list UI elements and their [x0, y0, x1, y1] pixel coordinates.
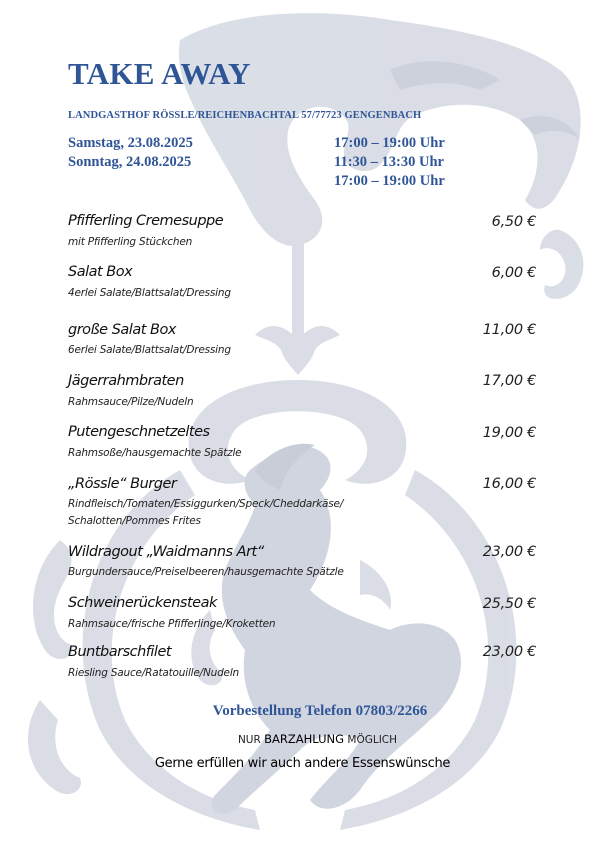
- dish-name: große Salat Box: [68, 322, 176, 338]
- pickup-time: 17:00 – 19:00 Uhr: [334, 135, 445, 151]
- dish-price: 25,50 €: [482, 596, 536, 612]
- dish-description: Rindfleisch/Tomaten/Essiggurken/Speck/Cheddarkäse/: [68, 498, 344, 510]
- dish-description: Schalotten/Pommes Frites: [68, 515, 201, 527]
- payment-suffix: MÖGLICH: [347, 734, 398, 746]
- dish-description: Rahmsauce/Pilze/Nudeln: [68, 396, 194, 408]
- page-title: TAKE AWAY: [68, 56, 251, 91]
- dish-price: 11,00 €: [482, 322, 536, 338]
- dish-price: 16,00 €: [482, 476, 536, 492]
- restaurant-address: LANDGASTHOF RÖSSLE/REICHENBACHTAL 57/77723 GENGENBACH: [68, 110, 422, 121]
- dish-description: 4erlei Salate/Blattsalat/Dressing: [68, 287, 231, 299]
- dish-name: Pfifferling Cremesuppe: [68, 213, 224, 229]
- dish-name: Jägerrahmbraten: [68, 373, 184, 389]
- dish-name: Buntbarschfilet: [68, 644, 172, 660]
- pickup-time: 17:00 – 19:00 Uhr: [334, 173, 445, 189]
- dish-description: Riesling Sauce/Ratatouille/Nudeln: [68, 667, 239, 679]
- pickup-day: Samstag, 23.08.2025: [68, 135, 193, 151]
- dish-price: 23,00 €: [482, 644, 536, 660]
- dish-price: 6,50 €: [491, 214, 536, 230]
- pickup-day: Sonntag, 24.08.2025: [68, 154, 192, 170]
- dish-price: 19,00 €: [482, 425, 536, 441]
- dish-description: 6erlei Salate/Blattsalat/Dressing: [68, 344, 231, 356]
- payment-emphasis: BARZAHLUNG: [264, 732, 345, 746]
- dish-name: Salat Box: [68, 264, 133, 280]
- wishes-note: Gerne erfüllen wir auch andere Essenswünsche: [154, 756, 451, 771]
- payment-note: [0, 732, 595, 746]
- dish-price: 23,00 €: [482, 544, 536, 560]
- payment-prefix: NUR: [237, 734, 261, 746]
- dish-description: Rahmsauce/frische Pfifferlinge/Kroketten: [68, 618, 276, 630]
- dish-price: 6,00 €: [491, 265, 536, 281]
- pickup-time: 11:30 – 13:30 Uhr: [334, 154, 444, 170]
- dish-description: Burgundersauce/Preiselbeeren/hausgemachte Spätzle: [68, 566, 344, 578]
- dish-description: mit Pfifferling Stückchen: [68, 236, 193, 248]
- preorder-phone: Vorbestellung Telefon 07803/2266: [212, 703, 428, 719]
- dish-name: „Rössle“ Burger: [68, 476, 177, 492]
- dish-name: Wildragout „Waidmanns Art“: [68, 544, 264, 560]
- dish-name: Schweinerückensteak: [68, 595, 217, 611]
- dish-description: Rahmsoße/hausgemachte Spätzle: [68, 447, 242, 459]
- dish-price: 17,00 €: [482, 373, 536, 389]
- dish-name: Putengeschnetzeltes: [68, 424, 210, 440]
